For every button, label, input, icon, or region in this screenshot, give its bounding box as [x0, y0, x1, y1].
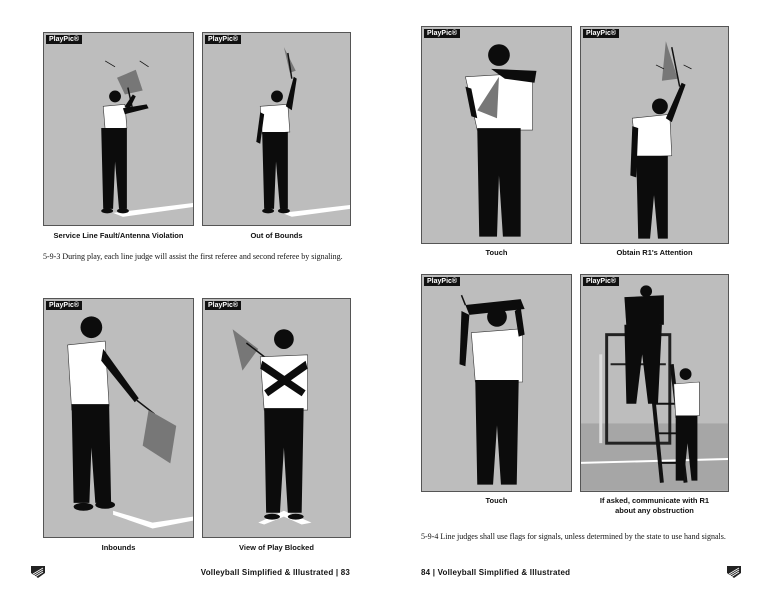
photo-touch-bottom	[421, 274, 572, 492]
rule-5-9-4: 5-9-4 Line judges shall use flags for signals, unless determined by the state to use hand signals.	[421, 532, 726, 541]
line-judge-figure	[203, 33, 350, 225]
playpic-badge: PlayPic®	[205, 301, 241, 310]
playpic-badge: PlayPic®	[583, 29, 619, 38]
line-judge-figure	[422, 275, 571, 491]
caption-service-line-fault: Service Line Fault/Antenna Violation	[53, 231, 184, 240]
photo-obtain-attention	[580, 26, 729, 244]
caption-touch-top: Touch	[485, 248, 508, 257]
line-judge-figure	[203, 299, 350, 537]
nfhs-logo-icon	[30, 565, 46, 579]
playpic-badge: PlayPic®	[205, 35, 241, 44]
photo-service-line-fault	[43, 32, 194, 226]
photo-out-of-bounds	[202, 32, 351, 226]
playpic-badge: PlayPic®	[424, 29, 460, 38]
line-judge-figure	[44, 33, 193, 225]
nfhs-logo-icon	[726, 565, 742, 579]
footer-left: Volleyball Simplified & Illustrated | 83	[200, 568, 350, 577]
caption-inbounds: Inbounds	[101, 543, 136, 552]
photo-communicate-r1	[580, 274, 729, 492]
line-judge-figure	[581, 27, 728, 243]
photo-inbounds	[43, 298, 194, 538]
photo-touch-top	[421, 26, 572, 244]
referee-stand-scene	[581, 275, 728, 491]
rule-5-9-3: 5-9-3 During play, each line judge will assist the first referee and second referee by signaling.	[43, 252, 343, 261]
caption-communicate-r1	[580, 496, 729, 516]
footer-right: 84 | Volleyball Simplified & Illustrated	[421, 568, 571, 577]
line-judge-figure	[44, 299, 193, 537]
caption-obtain-attention: Obtain R1's Attention	[616, 248, 693, 257]
playpic-badge: PlayPic®	[46, 301, 82, 310]
caption-communicate-line1: If asked, communicate with R1	[599, 496, 710, 505]
caption-view-blocked: View of Play Blocked	[239, 543, 314, 552]
caption-touch-bottom: Touch	[485, 496, 508, 505]
playpic-badge: PlayPic®	[424, 277, 460, 286]
playpic-badge: PlayPic®	[46, 35, 82, 44]
caption-out-of-bounds: Out of Bounds	[250, 231, 303, 240]
playpic-badge: PlayPic®	[583, 277, 619, 286]
caption-communicate-line2: about any obstruction	[615, 506, 694, 515]
line-judge-figure	[422, 27, 571, 243]
photo-view-blocked	[202, 298, 351, 538]
